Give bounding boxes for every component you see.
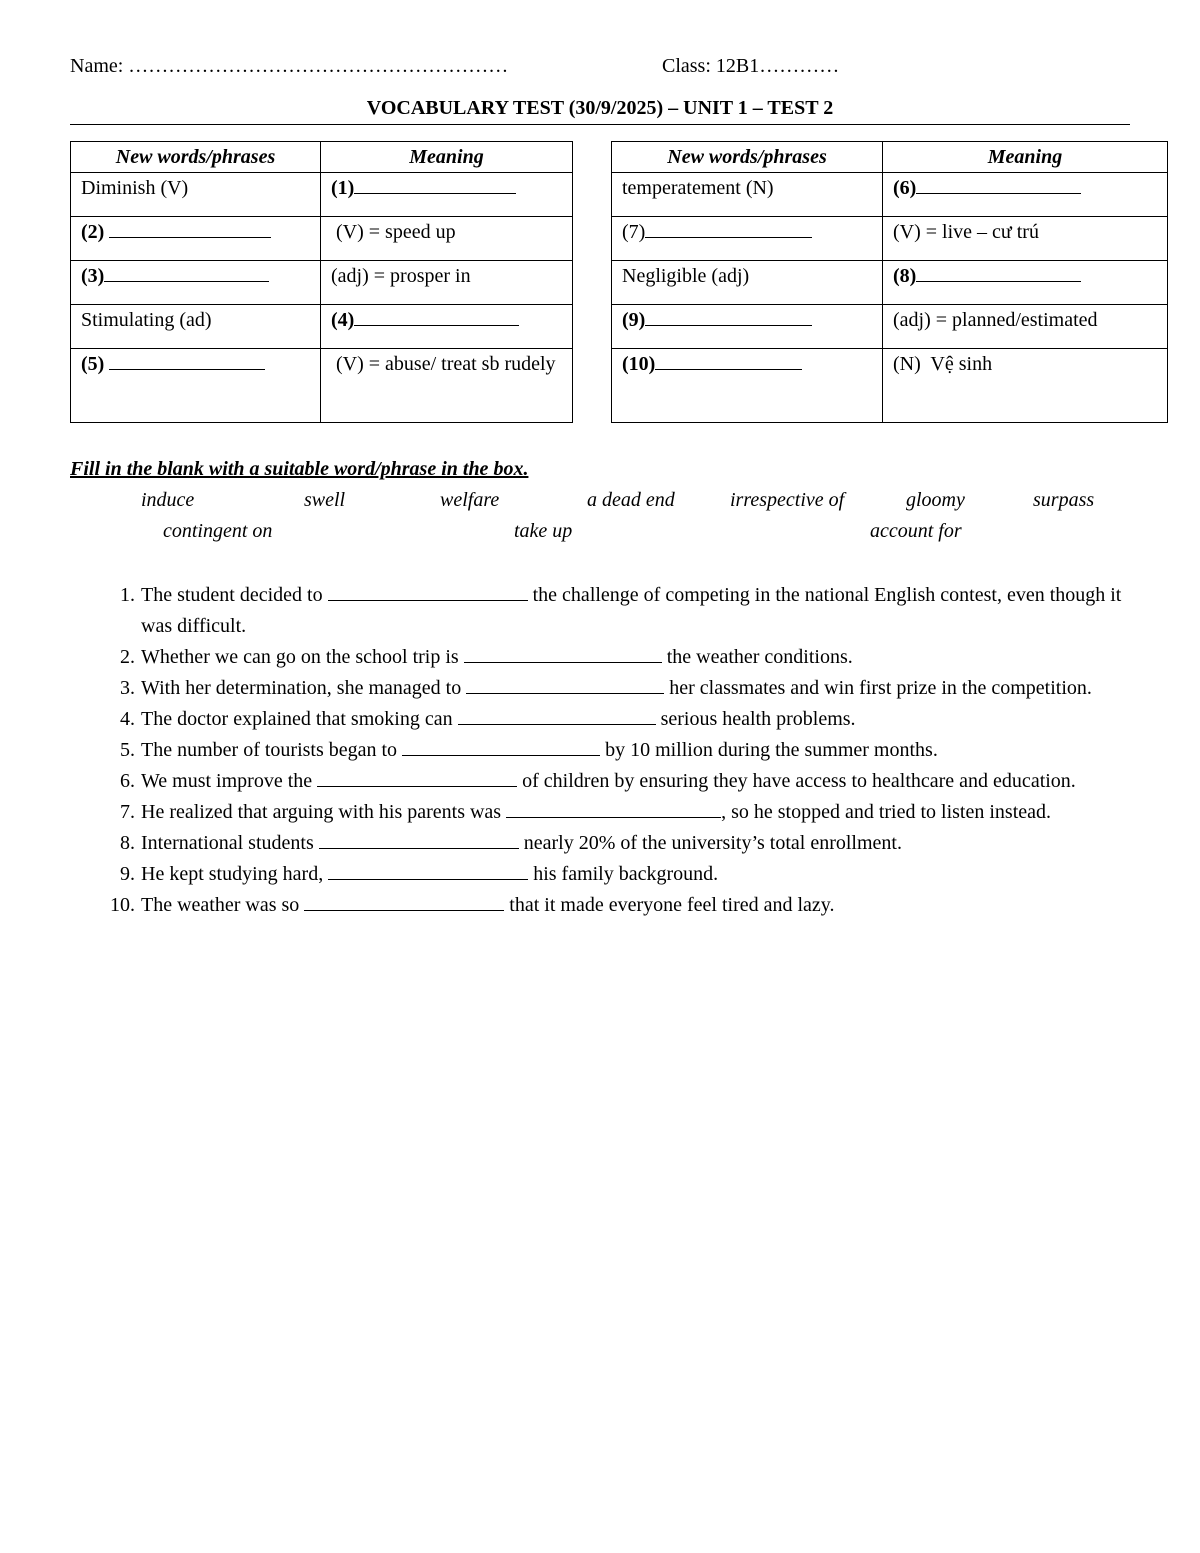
word-cell[interactable] (71, 217, 321, 261)
meaning-text: (adj) = planned/estimated (893, 309, 1098, 331)
meaning-cell (883, 349, 1168, 423)
question-number: 3. (120, 677, 135, 699)
meaning-text: (V) = speed up (331, 221, 456, 243)
answer-blank[interactable] (304, 894, 504, 911)
word-cell[interactable] (612, 217, 883, 261)
question-number: 1. (120, 584, 135, 606)
word-option: surpass (1033, 489, 1095, 511)
question-item (70, 797, 1130, 828)
question-text-after: that it made everyone feel tired and lazy. (504, 894, 835, 916)
question-number: 2. (120, 646, 135, 668)
question-item (70, 642, 1130, 673)
column-header-words: New words/phrases (71, 142, 321, 173)
item-number: (7) (622, 221, 646, 243)
question-item (70, 735, 1130, 766)
meaning-cell (321, 349, 573, 423)
word-option: swell (304, 489, 346, 511)
question-text-before: He kept studying hard, (141, 863, 329, 885)
word-text: Stimulating (ad) (81, 309, 212, 331)
word-cell (612, 173, 883, 217)
meaning-cell[interactable] (321, 173, 573, 217)
question-text-before: With her determination, she managed to (141, 677, 467, 699)
item-number: (3) (81, 265, 105, 287)
question-text-before: The weather was so (141, 894, 305, 916)
question-item (70, 859, 1130, 890)
word-option: irrespective of (730, 489, 845, 511)
table-header-row (612, 142, 1168, 173)
answer-blank[interactable] (354, 177, 516, 194)
table-row (612, 305, 1168, 349)
question-text-after: serious health problems. (655, 708, 856, 730)
question-text-before: The student decided to (141, 584, 328, 606)
table-row (71, 217, 573, 261)
question-text-after: by 10 million during the summer months. (600, 739, 938, 761)
question-number: 7. (120, 801, 135, 823)
table-header-row (71, 142, 573, 173)
word-option: account for (870, 520, 962, 542)
question-list (70, 580, 1130, 921)
meaning-cell (321, 217, 573, 261)
meaning-text: (V) = abuse/ treat sb rudely (331, 353, 556, 375)
question-text-before: We must improve the (141, 770, 318, 792)
answer-blank[interactable] (916, 177, 1081, 194)
table-row (71, 173, 573, 217)
page-title: VOCABULARY TEST (30/9/2025) – UNIT 1 – TEST 2 (70, 97, 1130, 125)
question-item (70, 673, 1130, 704)
answer-blank[interactable] (328, 863, 528, 880)
answer-blank[interactable] (402, 739, 600, 756)
answer-blank[interactable] (464, 646, 662, 663)
word-option: induce (141, 489, 195, 511)
answer-blank[interactable] (328, 584, 528, 601)
word-cell (71, 173, 321, 217)
item-number: (8) (893, 265, 917, 287)
word-cell (612, 261, 883, 305)
word-cell (71, 305, 321, 349)
question-item (70, 766, 1130, 797)
word-cell[interactable] (612, 349, 883, 423)
word-text: Negligible (adj) (622, 265, 750, 287)
word-option: welfare (440, 489, 500, 511)
table-row (612, 261, 1168, 305)
answer-blank[interactable] (109, 221, 271, 238)
answer-blank[interactable] (655, 353, 802, 370)
question-text-before: Whether we can go on the school trip is (141, 646, 464, 668)
table-row (71, 261, 573, 305)
word-option: a dead end (587, 489, 675, 511)
item-number: (5) (81, 353, 105, 375)
question-number: 9. (120, 863, 135, 885)
question-item (70, 704, 1130, 735)
meaning-cell[interactable] (321, 305, 573, 349)
question-number: 6. (120, 770, 135, 792)
question-text-before: The number of tourists began to (141, 739, 403, 761)
question-number: 10. (110, 894, 135, 916)
column-header-meaning: Meaning (321, 142, 573, 173)
item-number: (6) (893, 177, 917, 199)
meaning-cell[interactable] (883, 173, 1168, 217)
meaning-cell (883, 217, 1168, 261)
answer-blank[interactable] (354, 309, 519, 326)
word-cell[interactable] (71, 349, 321, 423)
question-text-before: International students (141, 832, 319, 854)
item-number: (1) (331, 177, 355, 199)
answer-blank[interactable] (645, 221, 812, 238)
class-field-label: Class: 12B1………… (662, 55, 840, 77)
answer-blank[interactable] (466, 677, 664, 694)
meaning-cell (321, 261, 573, 305)
instruction-heading: Fill in the blank with a suitable word/phrase in the box. (70, 458, 529, 480)
item-number: (2) (81, 221, 105, 243)
word-option: gloomy (906, 489, 965, 511)
table-row (612, 217, 1168, 261)
vocab-table-right (611, 141, 1168, 423)
word-option: take up (514, 520, 573, 542)
vocab-table-left (70, 141, 573, 423)
question-item (70, 580, 1130, 642)
meaning-cell[interactable] (883, 261, 1168, 305)
question-text-after: her classmates and win first prize in the competition. (664, 677, 1092, 699)
question-text-after: nearly 20% of the university’s total enrollment. (518, 832, 902, 854)
table-row (612, 349, 1168, 423)
answer-blank[interactable] (317, 770, 517, 787)
question-text-before: He realized that arguing with his parents was (141, 801, 507, 823)
answer-blank[interactable] (104, 265, 269, 282)
meaning-text: (N) Vệ sinh (893, 353, 993, 375)
question-text-after: his family background. (528, 863, 719, 885)
name-field-label: Name: ………………………………………………… (70, 55, 509, 77)
question-number: 4. (120, 708, 135, 730)
table-row (612, 173, 1168, 217)
question-text-before: The doctor explained that smoking can (141, 708, 458, 730)
table-row (71, 305, 573, 349)
question-text-after: , so he stopped and tried to listen instead. (721, 801, 1052, 823)
meaning-text: (adj) = prosper in (331, 265, 471, 287)
column-header-meaning: Meaning (883, 142, 1168, 173)
item-number: (10) (622, 353, 656, 375)
word-option: contingent on (163, 520, 273, 542)
item-number: (4) (331, 309, 355, 331)
word-cell[interactable] (71, 261, 321, 305)
question-text-after: the weather conditions. (661, 646, 853, 668)
answer-blank[interactable] (319, 832, 519, 849)
item-number: (9) (622, 309, 646, 331)
table-row (71, 349, 573, 423)
question-number: 8. (120, 832, 135, 854)
question-item (70, 890, 1130, 921)
word-text: temperatement (N) (622, 177, 774, 199)
meaning-cell (883, 305, 1168, 349)
question-number: 5. (120, 739, 135, 761)
question-item (70, 828, 1130, 859)
answer-blank[interactable] (458, 708, 656, 725)
word-cell[interactable] (612, 305, 883, 349)
answer-blank[interactable] (645, 309, 812, 326)
meaning-text: (V) = live – cư trú (893, 221, 1039, 243)
answer-blank[interactable] (916, 265, 1081, 282)
question-text-after: the challenge of competing in the national English contest, even though it was difficult. (141, 584, 1122, 637)
answer-blank[interactable] (109, 353, 265, 370)
column-header-words: New words/phrases (612, 142, 883, 173)
answer-blank[interactable] (506, 801, 721, 818)
question-text-after: of children by ensuring they have access to healthcare and education. (517, 770, 1076, 792)
word-text: Diminish (V) (81, 177, 189, 199)
